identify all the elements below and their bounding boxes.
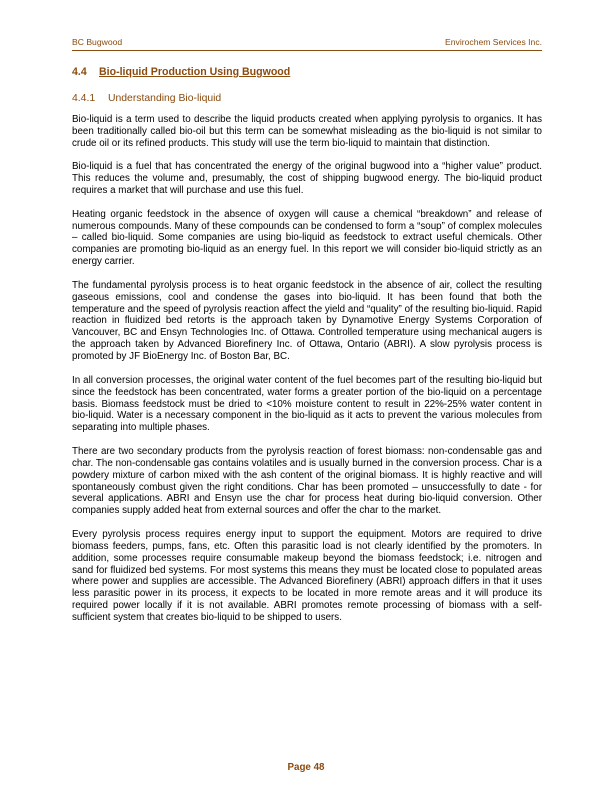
- section-heading: [72, 66, 542, 79]
- page-number: Page 48: [287, 762, 325, 773]
- body-paragraph: Bio-liquid is a fuel that has concentrated the energy of the original bugwood into a “higher value” product. This reduces the volume and, presumably, the cost of shipping bugwood energy. The bio-liquid product requires a market that will purchase and use this fuel.: [72, 161, 542, 197]
- subsection-number: 4.4.1: [72, 93, 96, 104]
- header-company-name: Envirochem Services Inc.: [445, 37, 542, 47]
- body-paragraph: The fundamental pyrolysis process is to heat organic feedstock in the absence of air, collect the resulting gaseous emissions, cool and condense the gases into bio-liquid. It has been found that both the temperature and the speed of pyrolysis reaction affect the yield and “quality” of the resulting bio-liquid. Rapid reaction in fluidized bed retorts is the approach taken by Dynamotive Energy Systems Corporation of Vancouver, BC and Ensyn Technologies Inc. of Ottawa. Controlled temperature using mechanical augers is the approach taken by Advanced Biorefinery Inc. of Ottawa, Ontario (ABRI). A slow pyrolysis process is promoted by JF BioEnergy Inc. of Boston Bar, BC.: [72, 279, 542, 363]
- page-header: [72, 36, 542, 51]
- section-number: 4.4: [72, 66, 87, 78]
- subsection-title: Understanding Bio-liquid: [108, 93, 222, 104]
- body-paragraph: Bio-liquid is a term used to describe the liquid products created when applying pyrolysis to organics. It has been traditionally called bio-oil but this term can be somewhat misleading as the bio-liquid is not similar to crude oil or its refined products. This study will use the term bio-liquid to maintain that distinction.: [72, 114, 542, 149]
- page-footer: [0, 762, 612, 773]
- body-paragraph: Heating organic feedstock in the absence of oxygen will cause a chemical “breakdown” and release of numerous compounds. Many of these compounds can be condensed to form a “soup” of complex molecules – called bio-liquid. Some companies are using bio-liquid as feedstock to extract useful chemicals. Other companies are promoting bio-liquid as an energy fuel. In this report we will consider bio-liquid strictly as an energy carrier.: [72, 208, 542, 268]
- subsection-heading: [72, 92, 542, 105]
- section-title: Bio-liquid Production Using Bugwood: [99, 66, 291, 78]
- body-paragraph: Every pyrolysis process requires energy input to support the equipment. Motors are required to drive biomass feeders, pumps, fans, etc. Often this parasitic load is not clearly identified by the promoters. In addition, some processes require consumable makeup beyond the biomass feedstock; i.e. nitrogen and sand for fluidized bed systems. For most systems this means they must be located close to populated areas where power and supplies are accessible. The Advanced Biorefinery (ABRI) approach differs in that it uses less parasitic power in its process, it expects to be located in more remote areas and it will produce its required power locally if it is not available. ABRI promotes remote processing of biomass with a self-sufficient system that creates bio-liquid to be shipped to users.: [72, 528, 542, 624]
- page-content: [72, 66, 542, 636]
- header-document-title: BC Bugwood: [72, 37, 123, 47]
- body-paragraph: There are two secondary products from the pyrolysis reaction of forest biomass: non-condensable gas and char. The non-condensable gas contains volatiles and is usually burned in the conversion process. Char is a powdery mixture of carbon mixed with the ash content of the original biomass. It is highly reactive and will spontaneously combust given the right conditions. Char has been promoted – unsuccessfully to date - for several applications. ABRI and Ensyn use the char for process heat during bio-liquid conversion. Other companies supply added heat from external sources and offer the char to the market.: [72, 445, 542, 517]
- body-paragraph: In all conversion processes, the original water content of the fuel becomes part of the resulting bio-liquid but since the feedstock has been concentrated, water forms a greater portion of the bio-liquid on a percentage basis. Biomass feedstock must be dried to <10% moisture content to result in 22%-25% water content in bio-liquid. Water is a necessary component in the bio-liquid as it acts to prevent the various molecules from separating into multiple phases.: [72, 374, 542, 434]
